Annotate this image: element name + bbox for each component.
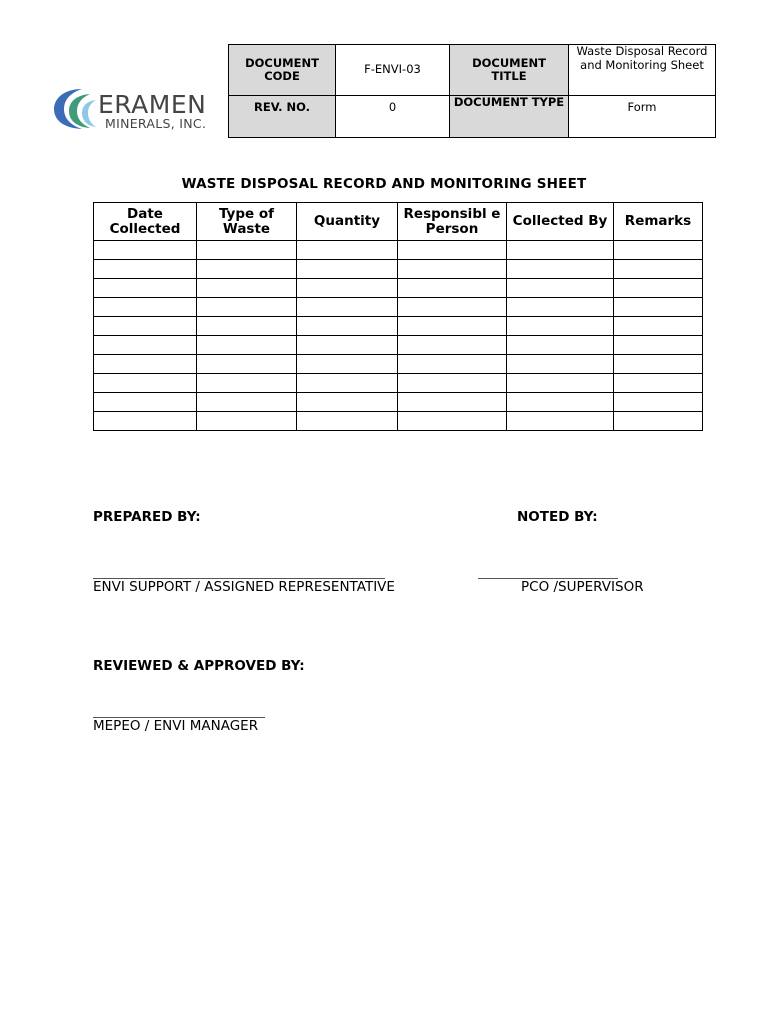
approved-by-role: MEPEO / ENVI MANAGER: [93, 718, 259, 734]
table-cell[interactable]: [94, 298, 197, 317]
document-code-value: F-ENVI-03: [336, 45, 450, 96]
table-cell[interactable]: [197, 298, 297, 317]
table-cell[interactable]: [197, 279, 297, 298]
table-cell[interactable]: [197, 374, 297, 393]
table-cell[interactable]: [507, 374, 614, 393]
table-cell[interactable]: [614, 317, 703, 336]
logo-name: ERAMEN: [98, 90, 207, 119]
column-header-responsible-person: Responsibl e Person: [398, 203, 507, 241]
table-cell[interactable]: [398, 355, 507, 374]
table-cell[interactable]: [507, 279, 614, 298]
prepared-by-label: PREPARED BY:: [93, 509, 201, 525]
table-cell[interactable]: [197, 260, 297, 279]
table-body: [94, 241, 703, 431]
column-header-type-of-waste: Type of Waste: [197, 203, 297, 241]
table-cell[interactable]: [398, 336, 507, 355]
column-header-quantity: Quantity: [297, 203, 398, 241]
table-cell[interactable]: [614, 260, 703, 279]
table-row: [94, 241, 703, 260]
table-cell[interactable]: [94, 393, 197, 412]
table-cell[interactable]: [94, 317, 197, 336]
approved-by-label: REVIEWED & APPROVED BY:: [93, 658, 305, 674]
rev-no-value: 0: [336, 96, 450, 138]
table-cell[interactable]: [94, 279, 197, 298]
table-cell[interactable]: [94, 260, 197, 279]
table-cell[interactable]: [398, 298, 507, 317]
table-cell[interactable]: [398, 279, 507, 298]
table-cell[interactable]: [197, 355, 297, 374]
table-cell[interactable]: [94, 241, 197, 260]
table-row: [94, 336, 703, 355]
table-row: [94, 393, 703, 412]
table-cell[interactable]: [297, 241, 398, 260]
table-cell[interactable]: [507, 317, 614, 336]
table-cell[interactable]: [197, 317, 297, 336]
document-title-label: DOCUMENT TITLE: [450, 45, 569, 96]
table-cell[interactable]: [297, 317, 398, 336]
table-cell[interactable]: [614, 336, 703, 355]
logo-subtitle: MINERALS, INC.: [105, 116, 207, 131]
column-header-remarks: Remarks: [614, 203, 703, 241]
table-cell[interactable]: [507, 412, 614, 431]
table-cell[interactable]: [297, 393, 398, 412]
document-type-label: DOCUMENT TYPE: [450, 96, 569, 138]
table-cell[interactable]: [614, 279, 703, 298]
table-cell[interactable]: [614, 374, 703, 393]
column-header-date-collected: Date Collected: [94, 203, 197, 241]
table-cell[interactable]: [297, 412, 398, 431]
table-cell[interactable]: [297, 336, 398, 355]
table-row: [94, 374, 703, 393]
table-cell[interactable]: [398, 317, 507, 336]
table-cell[interactable]: [614, 412, 703, 431]
rev-no-label: REV. NO.: [229, 96, 336, 138]
document-title-value: Waste Disposal Record and Monitoring Sheet: [569, 45, 716, 96]
company-logo: [52, 86, 212, 136]
table-cell[interactable]: [197, 336, 297, 355]
table-cell[interactable]: [398, 374, 507, 393]
table-row: [94, 298, 703, 317]
noted-by-role: PCO /SUPERVISOR: [521, 579, 644, 595]
table-cell[interactable]: [614, 355, 703, 374]
table-row: [94, 260, 703, 279]
table-cell[interactable]: [94, 412, 197, 431]
table-cell[interactable]: [94, 336, 197, 355]
table-cell[interactable]: [297, 374, 398, 393]
table-cell[interactable]: [197, 241, 297, 260]
table-cell[interactable]: [614, 298, 703, 317]
table-row: [94, 355, 703, 374]
table-cell[interactable]: [94, 374, 197, 393]
table-cell[interactable]: [197, 393, 297, 412]
prepared-by-role: ENVI SUPPORT / ASSIGNED REPRESENTATIVE: [93, 579, 395, 595]
table-row: [94, 412, 703, 431]
page-title: WASTE DISPOSAL RECORD AND MONITORING SHEET: [181, 176, 587, 192]
table-cell[interactable]: [507, 241, 614, 260]
logo-arcs-icon: [52, 86, 102, 132]
table-cell[interactable]: [507, 393, 614, 412]
table-cell[interactable]: [94, 355, 197, 374]
document-type-value: Form: [569, 96, 716, 138]
table-cell[interactable]: [197, 412, 297, 431]
table-cell[interactable]: [507, 355, 614, 374]
table-cell[interactable]: [507, 260, 614, 279]
table-cell[interactable]: [398, 241, 507, 260]
table-cell[interactable]: [297, 355, 398, 374]
table-row: [94, 317, 703, 336]
document-control-table: [228, 44, 716, 138]
table-cell[interactable]: [507, 336, 614, 355]
table-cell[interactable]: [398, 260, 507, 279]
table-row: [94, 279, 703, 298]
table-cell[interactable]: [614, 241, 703, 260]
table-cell[interactable]: [297, 279, 398, 298]
table-cell[interactable]: [297, 260, 398, 279]
table-cell[interactable]: [398, 393, 507, 412]
table-cell[interactable]: [297, 298, 398, 317]
table-cell[interactable]: [398, 412, 507, 431]
waste-record-table: [93, 202, 703, 431]
document-code-label: DOCUMENT CODE: [229, 45, 336, 96]
table-cell[interactable]: [614, 393, 703, 412]
table-cell[interactable]: [507, 298, 614, 317]
noted-by-label: NOTED BY:: [517, 509, 598, 525]
table-header-row: [94, 203, 703, 241]
column-header-collected-by: Collected By: [507, 203, 614, 241]
